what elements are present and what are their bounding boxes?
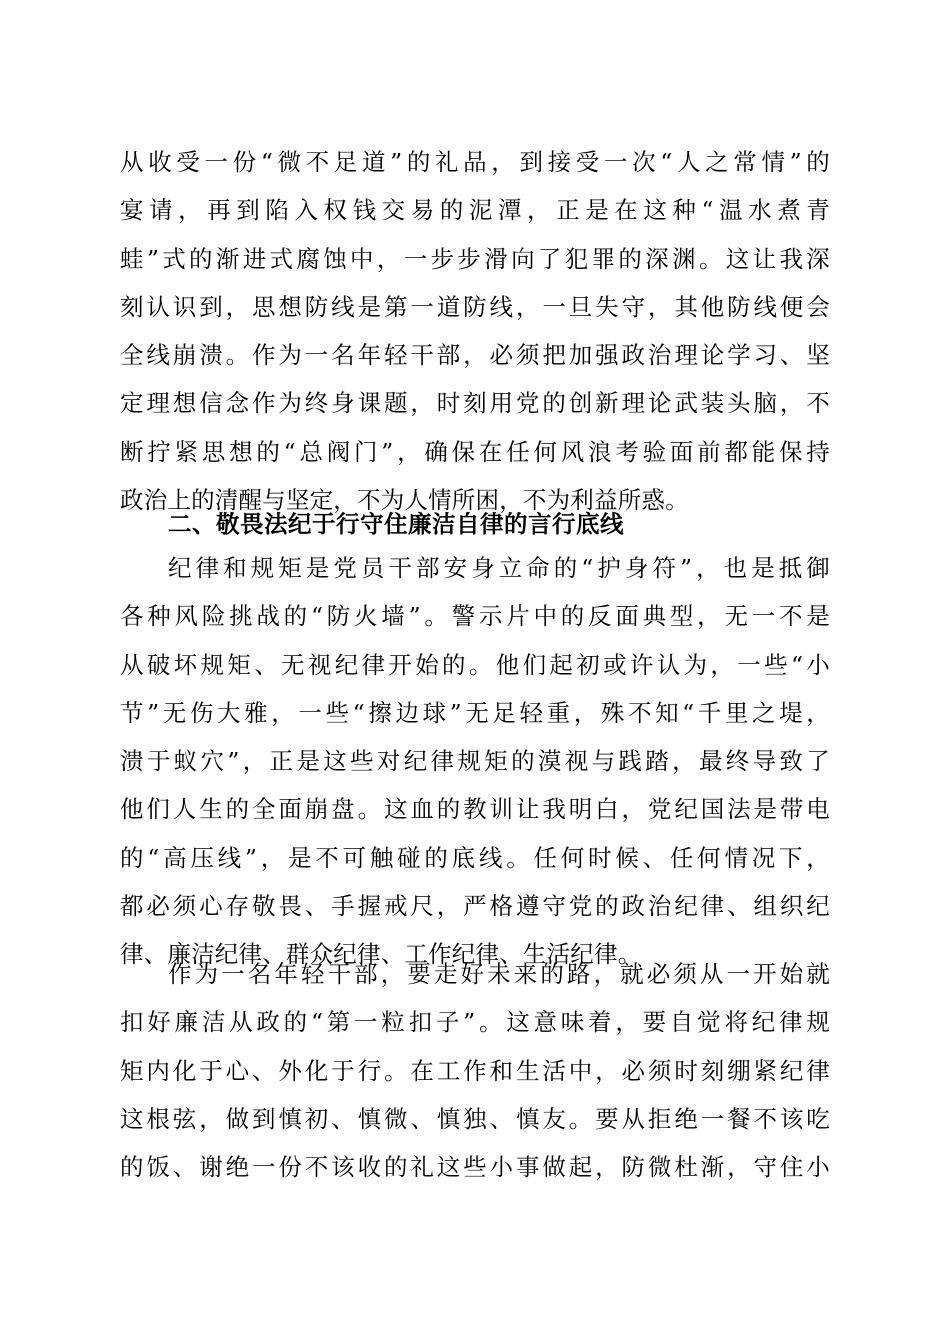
paragraph-line: 矩内化于心、外化于行。在工作和生活中，必须时刻绷紧纪律	[120, 1056, 830, 1085]
paragraph-line: 溃于蚁穴”，正是这些对纪律规矩的漠视与践踏，最终导致了	[120, 747, 830, 776]
paragraph-line: 政治上的清醒与坚定，不为人情所困，不为利益所惑。	[120, 486, 689, 515]
paragraph-line: 的饭、谢绝一份不该收的礼这些小事做起，防微杜渐，守住小	[120, 1153, 830, 1182]
paragraph-3	[120, 950, 830, 1191]
paragraph-line: 扣好廉洁从政的“第一粒扣子”。这意味着，要自觉将纪律规	[120, 1008, 830, 1037]
paragraph-line: 从收受一份“微不足道”的礼品，到接受一次“人之常情”的	[120, 148, 830, 176]
paragraph-1	[120, 138, 830, 524]
paragraph-line: 作为一名年轻干部，要走好未来的路，就必须从一开始就	[168, 960, 830, 988]
section-heading: 二、敬畏法纪于行守住廉洁自律的言行底线	[168, 510, 624, 538]
paragraph-line: 定理想信念作为终身课题，时刻用党的创新理论武装头脑，不	[120, 389, 830, 418]
paragraph-line: 节”无伤大雅，一些“擦边球”无足轻重，殊不知“千里之堤，	[120, 698, 830, 727]
paragraph-line: 蛙”式的渐进式腐蚀中，一步步滑向了犯罪的深渊。这让我深	[120, 244, 830, 273]
paragraph-line: 刻认识到，思想防线是第一道防线，一旦失守，其他防线便会	[120, 292, 830, 321]
paragraph-line: 宴请，再到陷入权钱交易的泥潭，正是在这种“温水煮青	[120, 196, 830, 225]
paragraph-line: 的“高压线”，是不可触碰的底线。任何时候、任何情况下，	[120, 843, 830, 872]
paragraph-line: 从破坏规矩、无视纪律开始的。他们起初或许认为，一些“小	[120, 650, 830, 679]
paragraph-line: 这根弦，做到慎初、慎微、慎独、慎友。要从拒绝一餐不该吃	[120, 1104, 830, 1133]
paragraph-line: 断拧紧思想的“总阀门”，确保在任何风浪考验面前都能保持	[120, 437, 830, 466]
paragraph-line: 各种风险挑战的“防火墙”。警示片中的反面典型，无一不是	[120, 602, 830, 631]
paragraph-2	[120, 544, 830, 979]
paragraph-line: 都必须心存敬畏、手握戒尺，严格遵守党的政治纪律、组织纪	[120, 892, 830, 921]
paragraph-line: 纪律和规矩是党员干部安身立命的“护身符”，也是抵御	[168, 554, 830, 582]
paragraph-line: 全线崩溃。作为一名年轻干部，必须把加强政治理论学习、坚	[120, 341, 830, 370]
paragraph-line: 他们人生的全面崩盘。这血的教训让我明白，党纪国法是带电	[120, 795, 830, 824]
paragraph-line: 律、廉洁纪律、群众纪律、工作纪律、生活纪律。	[120, 940, 642, 969]
